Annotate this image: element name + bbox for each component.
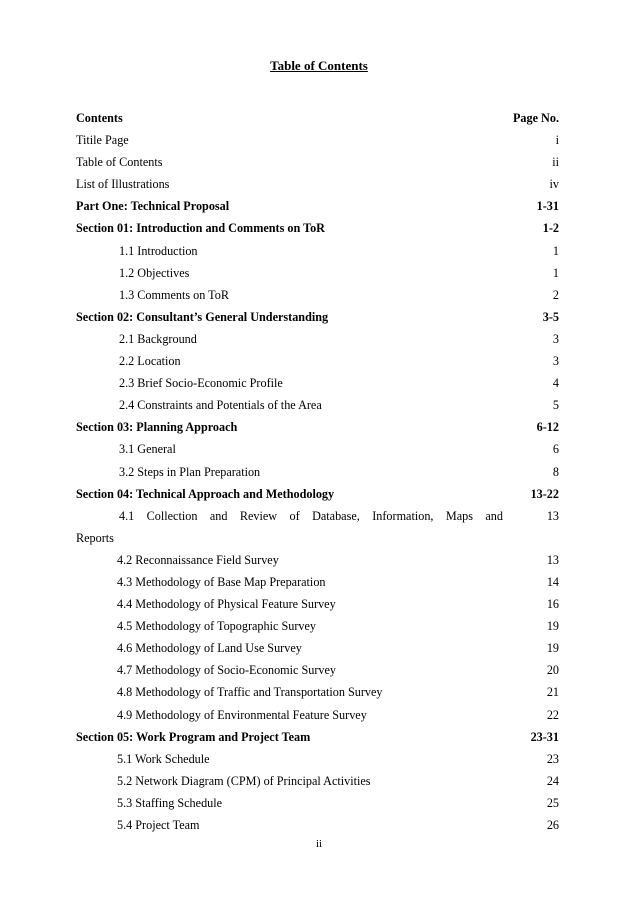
- toc-entry-page: 19: [546, 641, 559, 656]
- toc-subentry: [76, 641, 559, 663]
- toc-entry: [76, 133, 559, 155]
- toc-entry-label: 4.5 Methodology of Topographic Survey: [117, 619, 316, 634]
- toc-entry-label: 2.4 Constraints and Potentials of the Area: [119, 398, 322, 413]
- toc-subentry: [76, 244, 559, 266]
- toc-entry-label: 4.9 Methodology of Environmental Feature Survey: [117, 707, 367, 722]
- toc-entry-label: Titile Page: [76, 133, 129, 148]
- toc-subentry: [76, 597, 559, 619]
- toc-entry-page: 5: [552, 398, 559, 413]
- toc-entry-label: 2.2 Location: [119, 354, 181, 369]
- toc-entry-page: ii: [552, 155, 559, 170]
- toc-entry: [76, 177, 559, 199]
- toc-subentry: [76, 465, 559, 487]
- toc-entry-label: 4.7 Methodology of Socio-Economic Survey: [117, 663, 337, 678]
- toc-entry-page: 3: [552, 331, 559, 346]
- toc-entry-label: 5.2 Network Diagram (CPM) of Principal Activities: [117, 773, 371, 788]
- toc-subentry: [76, 442, 559, 464]
- toc-subentry: [76, 685, 559, 707]
- toc-subentry: [76, 288, 559, 310]
- toc-section-heading: [76, 310, 559, 332]
- toc-subentry-continuation: [76, 531, 559, 553]
- toc-entry-label: Reports: [76, 530, 114, 545]
- toc-part-heading: [76, 199, 559, 221]
- toc-subentry: [76, 376, 559, 398]
- contents-heading: Contents: [76, 111, 123, 125]
- toc-subentry: [76, 354, 559, 376]
- toc-entry-page: 6-12: [536, 420, 559, 435]
- toc-entry-label: Part One: Technical Proposal: [76, 199, 230, 214]
- toc-entry-label: Table of Contents: [76, 155, 163, 170]
- toc-entry-label: 1.1 Introduction: [119, 243, 198, 258]
- toc-subentry: [76, 575, 559, 597]
- toc-entry-page: 1: [552, 265, 559, 280]
- page-number: ii: [315, 838, 323, 850]
- toc-entry-page: 21: [546, 685, 559, 700]
- toc-entry-page: 20: [546, 663, 559, 678]
- page-title: Table of Contents: [270, 58, 368, 73]
- toc-header-row: [76, 111, 559, 133]
- toc-subentry: [76, 332, 559, 354]
- toc-entry-page: 2: [552, 287, 559, 302]
- toc-entry-page: 26: [546, 818, 559, 832]
- toc-section-heading: [76, 487, 559, 509]
- toc-entry-page: 8: [552, 464, 559, 479]
- toc-entry-label: 3.2 Steps in Plan Preparation: [119, 464, 261, 479]
- page-no-heading: Page No.: [512, 111, 559, 125]
- toc-entry-label: 4.8 Methodology of Traffic and Transportation Survey: [117, 685, 383, 700]
- toc-entry-label: 1.3 Comments on ToR: [119, 287, 229, 302]
- toc-entry-label: Section 04: Technical Approach and Methodology: [76, 486, 335, 501]
- toc-section-heading: [76, 420, 559, 442]
- toc-entry-page: 4: [552, 376, 559, 391]
- toc-entry-page: 3-5: [542, 309, 559, 324]
- toc-subentry: [76, 553, 559, 575]
- toc-section-heading: [76, 221, 559, 243]
- table-of-contents: [76, 111, 559, 840]
- toc-entry-page: i: [555, 133, 559, 148]
- toc-entry-label: 5.3 Staffing Schedule: [117, 795, 223, 810]
- toc-entry-label: Section 02: Consultant’s General Understanding: [76, 309, 329, 324]
- toc-entry-page: 13: [546, 552, 559, 567]
- toc-entry-label: 2.3 Brief Socio-Economic Profile: [119, 376, 283, 391]
- toc-subentry: [76, 663, 559, 685]
- toc-entry-page: 16: [546, 597, 559, 612]
- toc-entry-label: Section 03: Planning Approach: [76, 420, 238, 435]
- toc-entry-page: 13-22: [530, 486, 559, 501]
- toc-entry-label: Section 05: Work Program and Project Team: [76, 729, 311, 744]
- toc-entry-label: Section 01: Introduction and Comments on ToR: [76, 221, 325, 236]
- toc-entry-label: 3.1 General: [119, 442, 176, 457]
- toc-entry-page: 14: [546, 574, 559, 589]
- toc-entry: [76, 155, 559, 177]
- toc-entry-page: 13: [546, 508, 559, 523]
- toc-subentry: [76, 708, 559, 730]
- toc-entry-page: iv: [549, 177, 559, 192]
- toc-entry-label: 4.2 Reconnaissance Field Survey: [117, 552, 279, 567]
- toc-entry-page: 6: [552, 442, 559, 457]
- toc-section-heading: [76, 730, 559, 752]
- toc-subentry: [76, 818, 559, 840]
- toc-entry-page: 1-2: [542, 221, 559, 236]
- toc-entry-label: 4.6 Methodology of Land Use Survey: [117, 641, 302, 656]
- toc-subentry: [76, 774, 559, 796]
- toc-entry-label: 4.1 Collection and Review of Database, Information, Maps and: [119, 508, 503, 523]
- toc-entry-page: 24: [546, 773, 559, 788]
- toc-entry-label: List of Illustrations: [76, 177, 170, 192]
- toc-subentry: [76, 619, 559, 641]
- toc-entry-label: 2.1 Background: [119, 331, 197, 346]
- toc-subentry: [76, 752, 559, 774]
- toc-entry-page: 1: [552, 243, 559, 258]
- toc-entry-page: 23: [546, 751, 559, 766]
- toc-entry-label: 4.3 Methodology of Base Map Preparation: [117, 574, 326, 589]
- toc-entry-page: 1-31: [536, 199, 559, 214]
- toc-subentry: [76, 398, 559, 420]
- toc-entry-label: 5.1 Work Schedule: [117, 751, 210, 766]
- toc-subentry: [76, 796, 559, 818]
- toc-entry-page: 19: [546, 619, 559, 634]
- toc-entry-page: 23-31: [530, 729, 559, 744]
- toc-subentry: [76, 509, 559, 531]
- toc-entry-label: 1.2 Objectives: [119, 265, 190, 280]
- toc-entry-label: 5.4 Project Team: [117, 818, 200, 832]
- toc-entry-page: 3: [552, 354, 559, 369]
- toc-entry-page: 25: [546, 795, 559, 810]
- toc-entry-label: 4.4 Methodology of Physical Feature Survey: [117, 597, 336, 612]
- toc-entry-page: 22: [546, 707, 559, 722]
- toc-subentry: [76, 266, 559, 288]
